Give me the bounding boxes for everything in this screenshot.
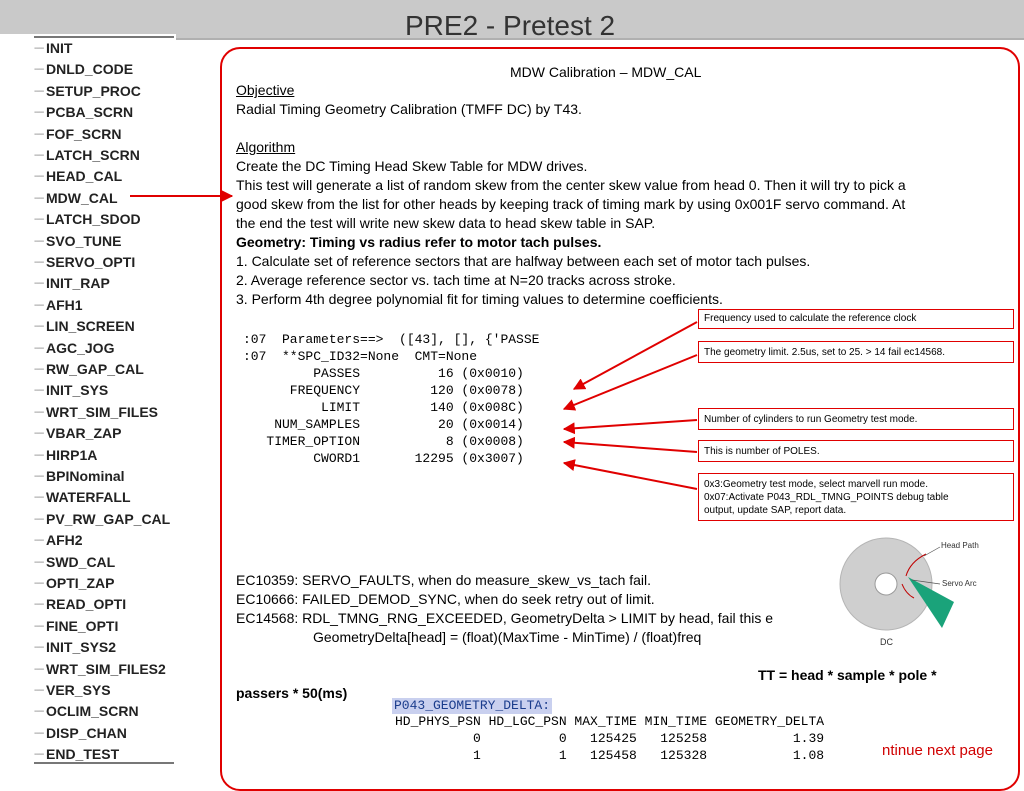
param-line: CWORD1 12295 (0x3007) xyxy=(243,451,524,466)
tree-item-label: FINE_OPTI xyxy=(46,617,119,634)
error-line: EC10666: FAILED_DEMOD_SYNC, when do seek retry out of limit. xyxy=(236,591,655,607)
callout-cword1 xyxy=(698,473,1014,521)
callout-frequency: Frequency used to calculate the reference clock xyxy=(698,309,1014,329)
test-sequence-sidebar xyxy=(0,34,176,767)
tree-connector: ---- xyxy=(34,150,44,161)
tree-item-pcba-scrn[interactable] xyxy=(34,102,133,123)
tree-item-label: LATCH_SDOD xyxy=(46,211,141,228)
algorithm-line: This test will generate a list of random skew from the center skew value from head 0. Then it will try to pick a xyxy=(236,177,906,193)
tree-item-init[interactable] xyxy=(34,38,72,59)
tree-item-label: PV_RW_GAP_CAL xyxy=(46,510,171,527)
tree-item-oclim-scrn[interactable] xyxy=(34,701,139,722)
geometry-delta-formula: GeometryDelta[head] = (float)(MaxTime - MinTime) / (float)freq xyxy=(313,629,702,645)
tree-connector: ---- xyxy=(34,706,44,718)
tree-item-label: SVO_TUNE xyxy=(46,232,122,249)
param-line: FREQUENCY 120 (0x0078) xyxy=(243,383,524,398)
param-line: PASSES 16 (0x0010) xyxy=(243,366,524,381)
tree-connector: ---- xyxy=(34,578,44,589)
tree-item-servo-opti[interactable] xyxy=(34,252,135,273)
tree-connector: ---- xyxy=(34,727,44,739)
algorithm-line: the end the test will write new skew data to head skew table in SAP. xyxy=(236,215,656,231)
tree-item-label: READ_OPTI xyxy=(46,596,127,613)
tree-connector: ---- xyxy=(34,428,44,440)
tree-item-disp-chan[interactable] xyxy=(34,723,127,744)
tree-item-svo-tune[interactable] xyxy=(34,231,121,252)
tree-item-label: WRT_SIM_FILES xyxy=(46,403,159,420)
tree-item-label: SETUP_PROC xyxy=(46,82,141,99)
tree-connector: ---- xyxy=(34,471,44,482)
tt-formula: TT = head * sample * pole * xyxy=(758,667,937,683)
tree-item-bpinominal[interactable] xyxy=(34,466,125,487)
tree-connector: ---- xyxy=(34,685,44,696)
tree-connector: ---- xyxy=(34,513,44,525)
tree-item-latch-sdod[interactable] xyxy=(34,209,141,230)
param-line: TIMER_OPTION 8 (0x0008) xyxy=(243,434,524,449)
callout-cword1-line: 0x07:Activate P043_RDL_TMNG_POINTS debug table xyxy=(704,492,949,503)
tree-item-dnld-code[interactable] xyxy=(34,59,133,80)
param-line: :07 **SPC_ID32=None CMT=None xyxy=(243,349,478,364)
tree-item-setup-proc[interactable] xyxy=(34,81,141,102)
tree-connector: ---- xyxy=(34,642,44,654)
tree-item-label: INIT_SYS xyxy=(46,382,109,399)
tree-item-agc-jog[interactable] xyxy=(34,338,114,359)
disk-diagram xyxy=(836,532,1016,654)
error-line: EC14568: RDL_TMNG_RNG_EXCEEDED, GeometryDelta > LIMIT by head, fail this e xyxy=(236,610,774,626)
tree-connector: ---- xyxy=(34,342,44,354)
tree-item-label: INIT_RAP xyxy=(46,275,110,292)
tree-connector: ---- xyxy=(34,278,44,290)
tree-item-label: SWD_CAL xyxy=(46,553,116,570)
callout-cword1-line: 0x3:Geometry test mode, select marvell run mode. xyxy=(704,479,928,490)
tree-connector: ---- xyxy=(34,749,44,761)
tree-item-label: VBAR_ZAP xyxy=(46,425,122,442)
tree-item-label: WRT_SIM_FILES2 xyxy=(46,660,166,677)
callout-limit: The geometry limit. 2.5us, set to 25. > 14 fail ec14568. xyxy=(698,341,1014,363)
tree-connector: ---- xyxy=(34,128,44,140)
tree-connector: ---- xyxy=(34,85,44,97)
tree-item-label: DNLD_CODE xyxy=(46,61,134,78)
tree-item-init-rap[interactable] xyxy=(34,273,110,294)
tree-item-label: FOF_SCRN xyxy=(46,125,122,142)
tree-item-label: BPINominal xyxy=(46,468,125,484)
tree-item-label: PCBA_SCRN xyxy=(46,104,134,121)
tree-connector: ---- xyxy=(34,449,44,461)
tree-connector: ---- xyxy=(34,43,44,54)
geometry-heading: Geometry: Timing vs radius refer to motor tach pulses. xyxy=(236,234,602,250)
head-path-leader xyxy=(924,547,940,556)
tree-connector: ---- xyxy=(34,663,44,675)
tree-item-label: INIT_SYS2 xyxy=(46,639,117,656)
tree-item-swd-cal[interactable] xyxy=(34,552,115,573)
param-line: NUM_SAMPLES 20 (0x0014) xyxy=(243,417,524,432)
geometry-table-header: HD_PHYS_PSN HD_LGC_PSN MAX_TIME MIN_TIME GEOMETRY_DELTA xyxy=(395,714,825,729)
geometry-table-row: 0 0 125425 125258 1.39 xyxy=(395,731,825,746)
tree-item-label: LATCH_SCRN xyxy=(46,147,140,163)
tree-connector: ---- xyxy=(34,192,44,204)
param-line: :07 Parameters==> ([43], [], {'PASSE xyxy=(243,332,540,347)
tree-connector: ---- xyxy=(34,107,44,119)
tree-item-fof-scrn[interactable] xyxy=(34,124,121,145)
tree-item-waterfall[interactable] xyxy=(34,487,131,508)
tree-item-label: AFH1 xyxy=(46,296,83,313)
tree-item-afh1[interactable] xyxy=(34,295,83,316)
tree-item-label: AGC_JOG xyxy=(46,339,115,356)
tree-connector: ---- xyxy=(34,214,44,226)
tree-connector: ---- xyxy=(34,385,44,397)
tree-connector: ---- xyxy=(34,406,44,418)
tree-connector: ---- xyxy=(34,257,44,268)
tree-item-label: INIT xyxy=(46,40,73,56)
tree-connector: ---- xyxy=(34,235,44,247)
servo-arc-label: Servo Arc xyxy=(942,579,977,588)
algorithm-line: good skew from the list for other heads by keeping track of timing mark by using 0x001F servo command. At xyxy=(236,196,906,212)
tree-item-init-sys[interactable] xyxy=(34,380,108,401)
tree-item-label: LIN_SCREEN xyxy=(46,318,135,335)
passers-formula: passers * 50(ms) xyxy=(236,685,348,701)
tree-item-opti-zap[interactable] xyxy=(34,573,114,594)
tree-connector: ---- xyxy=(34,299,44,311)
tree-item-head-cal[interactable] xyxy=(34,166,122,187)
tree-item-label: DISP_CHAN xyxy=(46,724,127,741)
tree-item-wrt-sim-files2[interactable] xyxy=(34,659,166,680)
tree-connector: ---- xyxy=(34,492,44,504)
tree-connector: ---- xyxy=(34,556,44,568)
tree-item-fine-opti[interactable] xyxy=(34,616,118,637)
tree-item-read-opti[interactable] xyxy=(34,594,126,615)
tree-item-label: WATERFALL xyxy=(46,489,131,506)
objective-label: Objective xyxy=(236,82,295,98)
geometry-table-row: 1 1 125458 125328 1.08 xyxy=(395,748,825,763)
tree-item-label: VER_SYS xyxy=(46,682,111,698)
callout-num-samples: Number of cylinders to run Geometry test mode. xyxy=(698,408,1014,430)
tree-item-label: END_TEST xyxy=(46,746,120,763)
head-path-label: Head Path xyxy=(941,541,979,550)
tree-item-label: HIRP1A xyxy=(46,446,98,463)
algorithm-line: Create the DC Timing Head Skew Table for MDW drives. xyxy=(236,158,588,174)
callout-timer-option: This is number of POLES. xyxy=(698,440,1014,462)
tree-item-pv-rw-gap-cal[interactable] xyxy=(34,509,170,530)
tree-item-lin-screen[interactable] xyxy=(34,316,135,337)
tree-item-label: RW_GAP_CAL xyxy=(46,361,144,377)
tree-item-hirp1a[interactable] xyxy=(34,445,97,466)
tree-connector: ---- xyxy=(34,64,44,76)
tree-item-rw-gap-cal[interactable] xyxy=(34,359,144,380)
tree-item-label: OCLIM_SCRN xyxy=(46,703,139,720)
tree-item-label: HEAD_CAL xyxy=(46,168,123,185)
tree-item-init-sys2[interactable] xyxy=(34,637,116,658)
tree-item-label: OPTI_ZAP xyxy=(46,575,115,591)
algorithm-step: 3. Perform 4th degree polynomial fit for timing values to determine coefficients. xyxy=(236,291,723,307)
tree-connector: ---- xyxy=(34,620,44,632)
tree-connector: ---- xyxy=(34,599,44,611)
algorithm-step: 2. Average reference sector vs. tach time at N=20 tracks across stroke. xyxy=(236,272,676,288)
dc-label: DC xyxy=(880,637,893,647)
tree-item-wrt-sim-files[interactable] xyxy=(34,402,158,423)
continue-next-page[interactable]: ntinue next page xyxy=(882,742,993,759)
tree-item-label: MDW_CAL xyxy=(46,189,118,206)
tree-connector: ---- xyxy=(34,171,44,183)
tree-item-mdw-cal[interactable] xyxy=(34,188,118,209)
slide-title: PRE2 - Pretest 2 xyxy=(405,10,616,41)
panel-heading: MDW Calibration – MDW_CAL xyxy=(510,64,702,80)
tree-item-afh2[interactable] xyxy=(34,530,83,551)
tree-item-vbar-zap[interactable] xyxy=(34,423,121,444)
algorithm-step: 1. Calculate set of reference sectors that are halfway between each set of motor tach pulses. xyxy=(236,253,811,269)
tree-item-label: AFH2 xyxy=(46,532,83,549)
tree-item-latch-scrn[interactable] xyxy=(34,145,140,166)
error-line: EC10359: SERVO_FAULTS, when do measure_skew_vs_tach fail. xyxy=(236,572,652,588)
callout-cword1-line: output, update SAP, report data. xyxy=(704,505,847,516)
tree-connector: ---- xyxy=(34,535,44,547)
tree-connector: ---- xyxy=(34,321,44,333)
tree-item-label: SERVO_OPTI xyxy=(46,254,136,270)
geometry-table-title: P043_GEOMETRY_DELTA: xyxy=(394,698,551,713)
param-line: LIMIT 140 (0x008C) xyxy=(243,400,524,415)
sidebar-bottom-divider xyxy=(34,762,174,764)
algorithm-label: Algorithm xyxy=(236,139,296,155)
disk-spindle xyxy=(875,573,897,595)
tree-item-ver-sys[interactable] xyxy=(34,680,111,701)
objective-text: Radial Timing Geometry Calibration (TMFF DC) by T43. xyxy=(236,101,582,117)
tree-connector: ---- xyxy=(34,364,44,375)
